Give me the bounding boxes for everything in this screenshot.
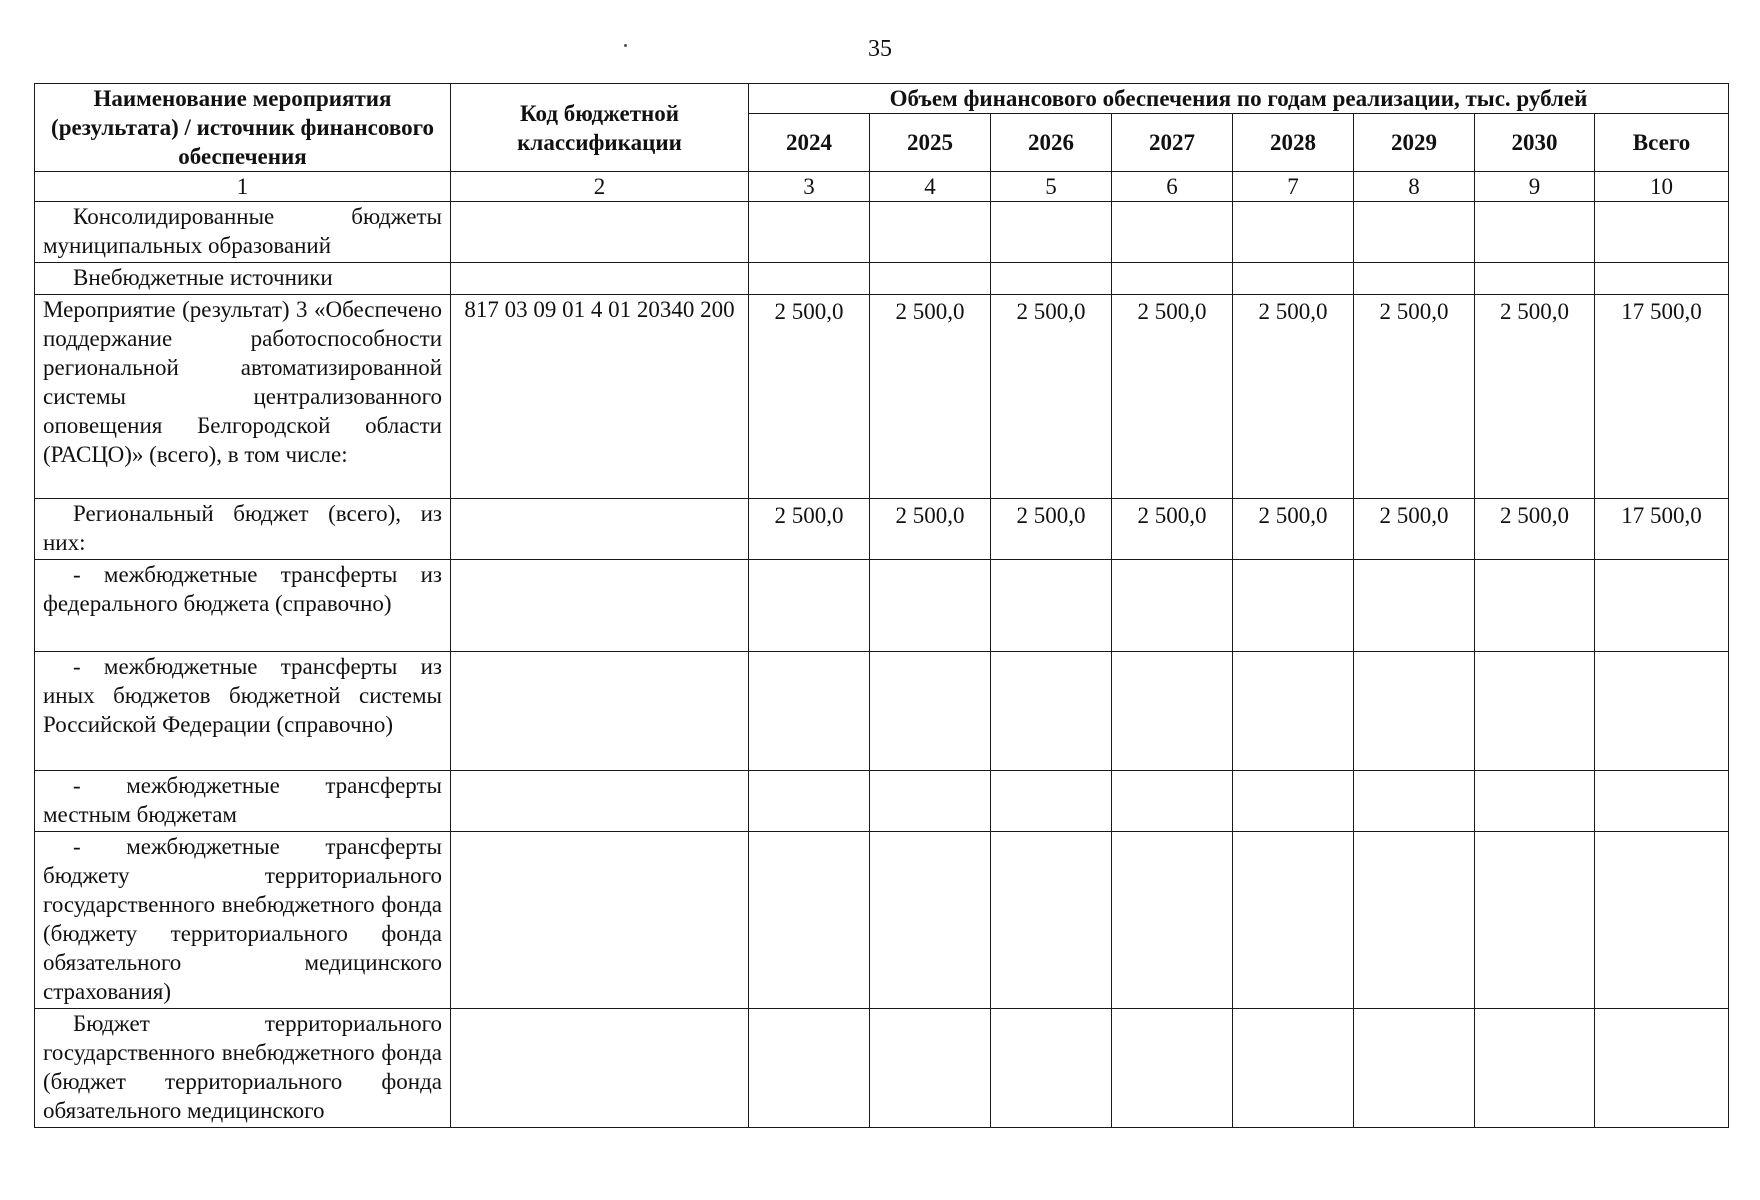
row-value: 2 500,0 [1233, 499, 1354, 560]
row-value [1354, 560, 1475, 652]
row-value [1475, 771, 1595, 832]
row-value [1112, 771, 1233, 832]
row-value [870, 560, 991, 652]
column-number: 5 [991, 172, 1112, 202]
row-value: 2 500,0 [1354, 499, 1475, 560]
row-total [1595, 263, 1729, 295]
row-value [870, 1009, 991, 1128]
row-value: 2 500,0 [991, 499, 1112, 560]
row-name: - межбюджетные трансферты из федерального бюджета (справочно) [35, 560, 451, 652]
row-value [1475, 1009, 1595, 1128]
header-year: 2026 [991, 114, 1112, 172]
row-value [1475, 202, 1595, 263]
row-total [1595, 560, 1729, 652]
row-value [749, 652, 870, 771]
row-name: Бюджет территориального государственного внебюджетного фонда (бюджет территориального фонда обязательного медицинского [35, 1009, 451, 1128]
row-code [451, 652, 749, 771]
row-code [451, 1009, 749, 1128]
row-code [451, 263, 749, 295]
row-value [1475, 832, 1595, 1009]
row-value: 2 500,0 [1354, 295, 1475, 499]
row-value [1233, 652, 1354, 771]
financing-table [34, 83, 1729, 1128]
row-value [1112, 202, 1233, 263]
row-value [870, 832, 991, 1009]
row-code [451, 771, 749, 832]
header-year: 2025 [870, 114, 991, 172]
table-row [35, 560, 1729, 652]
row-value [1354, 771, 1475, 832]
row-total: 17 500,0 [1595, 295, 1729, 499]
column-number: 8 [1354, 172, 1475, 202]
row-value [1112, 652, 1233, 771]
row-value [1475, 652, 1595, 771]
header-year: 2030 [1475, 114, 1595, 172]
row-value [1233, 771, 1354, 832]
column-number: 9 [1475, 172, 1595, 202]
row-value: 2 500,0 [1112, 499, 1233, 560]
column-number: 6 [1112, 172, 1233, 202]
table-row [35, 832, 1729, 1009]
header-volume-group: Объем финансового обеспечения по годам реализации, тыс. рублей [749, 84, 1729, 114]
row-value [749, 771, 870, 832]
row-value [749, 202, 870, 263]
row-value [1475, 263, 1595, 295]
row-value: 2 500,0 [1233, 295, 1354, 499]
row-value [1354, 832, 1475, 1009]
row-value [1112, 560, 1233, 652]
row-total [1595, 202, 1729, 263]
row-value [991, 560, 1112, 652]
row-total: 17 500,0 [1595, 499, 1729, 560]
row-name: Консолидированные бюджеты муниципальных образований [35, 202, 451, 263]
row-value: 2 500,0 [1475, 499, 1595, 560]
table-body [35, 172, 1729, 1128]
table-row [35, 771, 1729, 832]
column-number: 10 [1595, 172, 1729, 202]
header-year: 2028 [1233, 114, 1354, 172]
row-code [451, 832, 749, 1009]
table-row [35, 499, 1729, 560]
column-number: 3 [749, 172, 870, 202]
row-name: - межбюджетные трансферты бюджету территориального государственного внебюджетного фонда (бюджету территориального фонда обязательного медицинского страхования) [35, 832, 451, 1009]
row-value [991, 202, 1112, 263]
table-header [35, 84, 1729, 172]
header-code-column: Код бюджетной классификации [451, 84, 749, 172]
row-value [1233, 202, 1354, 263]
row-value: 2 500,0 [749, 295, 870, 499]
row-value: 2 500,0 [870, 295, 991, 499]
row-total [1595, 1009, 1729, 1128]
row-value [1354, 263, 1475, 295]
row-value [1112, 832, 1233, 1009]
row-value [870, 202, 991, 263]
row-value [870, 652, 991, 771]
column-number-row [35, 172, 1729, 202]
row-value: 2 500,0 [1112, 295, 1233, 499]
row-value: 2 500,0 [1475, 295, 1595, 499]
row-value: 2 500,0 [991, 295, 1112, 499]
table-row [35, 652, 1729, 771]
table-row [35, 263, 1729, 295]
header-total: Всего [1595, 114, 1729, 172]
table-row [35, 202, 1729, 263]
row-value [749, 263, 870, 295]
row-total [1595, 832, 1729, 1009]
row-value [1112, 1009, 1233, 1128]
row-total [1595, 771, 1729, 832]
page-number: 35 [868, 36, 892, 62]
row-value [1112, 263, 1233, 295]
column-number: 7 [1233, 172, 1354, 202]
row-value [749, 560, 870, 652]
row-value [991, 832, 1112, 1009]
header-year: 2029 [1354, 114, 1475, 172]
header-year: 2027 [1112, 114, 1233, 172]
row-code: 817 03 09 01 4 01 20340 200 [451, 295, 749, 499]
row-value [1354, 652, 1475, 771]
row-value [1475, 560, 1595, 652]
header-name-column: Наименование мероприятия (результата) / источник финансового обеспечения [35, 84, 451, 172]
row-name: Мероприятие (результат) 3 «Обеспечено поддержание работоспособности региональной автоматизированной системы централизованного оповещения Белгородской области (РАСЦО)» (всего), в том числе: [35, 295, 451, 499]
row-value [1233, 560, 1354, 652]
row-name: Региональный бюджет (всего), из них: [35, 499, 451, 560]
column-number: 2 [451, 172, 749, 202]
table-row-event [35, 295, 1729, 499]
row-value [1354, 1009, 1475, 1128]
column-number: 1 [35, 172, 451, 202]
row-code [451, 560, 749, 652]
row-value [991, 771, 1112, 832]
column-number: 4 [870, 172, 991, 202]
row-code [451, 202, 749, 263]
row-total [1595, 652, 1729, 771]
table-row [35, 1009, 1729, 1128]
row-value [1233, 1009, 1354, 1128]
row-value [749, 832, 870, 1009]
row-name: - межбюджетные трансферты местным бюджетам [35, 771, 451, 832]
row-value [870, 771, 991, 832]
row-name: - межбюджетные трансферты из иных бюджетов бюджетной системы Российской Федерации (справочно) [35, 652, 451, 771]
row-value [749, 1009, 870, 1128]
row-value [991, 1009, 1112, 1128]
row-value [870, 263, 991, 295]
row-code [451, 499, 749, 560]
row-value [991, 652, 1112, 771]
row-value [1233, 263, 1354, 295]
row-value [1233, 832, 1354, 1009]
row-name: Внебюджетные источники [35, 263, 451, 295]
row-value: 2 500,0 [870, 499, 991, 560]
row-value: 2 500,0 [749, 499, 870, 560]
row-value [1354, 202, 1475, 263]
header-year: 2024 [749, 114, 870, 172]
row-value [991, 263, 1112, 295]
scan-artifact-dot [624, 44, 627, 47]
